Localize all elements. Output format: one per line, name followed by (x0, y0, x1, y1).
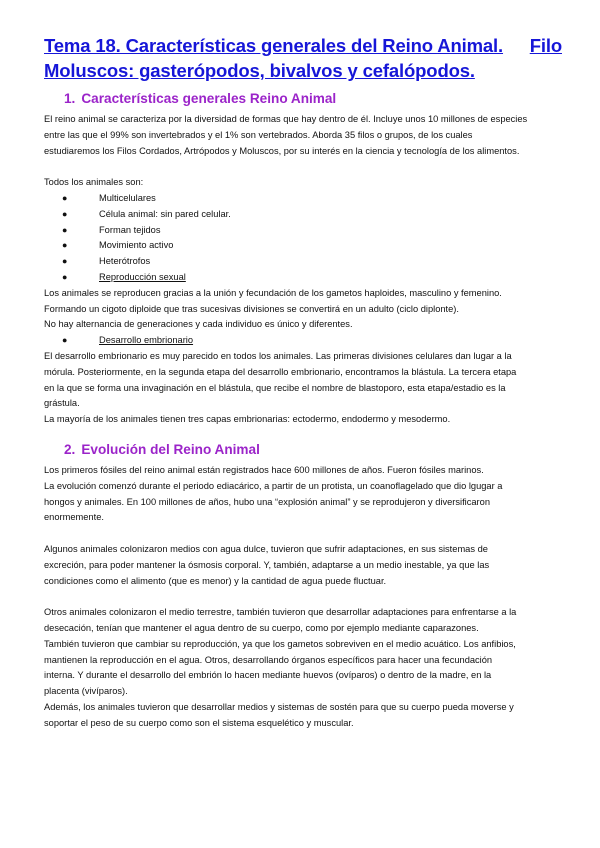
list-intro: Todos los animales son: (44, 177, 144, 188)
list-item: ● Forman tejidos (62, 223, 562, 239)
text-line: en la que se forma una invaginación en el blástula, que recibe el nombre de blastoporo, esta etapa/estadio es la (44, 382, 506, 393)
development-paragraph (44, 349, 562, 428)
text-line: Otros animales colonizaron el medio terrestre, también tuvieron que desarrollar adaptaciones para enfrentarse a la (44, 607, 517, 618)
development-subheading: Desarrollo embrionario (99, 335, 194, 346)
text-line: Algunos animales colonizaron medios con agua dulce, tuvieron que sufrir adaptaciones, en sus sistemas de (44, 543, 488, 554)
title-line-1 (44, 33, 562, 58)
list-item-development (62, 333, 562, 349)
list-item: ● Célula animal: sin pared celular. (62, 207, 562, 223)
text-line: La mayoría de los animales tienen tres capas embrionarias: ectodermo, endodermo y mesodermo. (44, 414, 451, 425)
text-line: entre las que el 99% son invertebrados y el 1% son vertebrados. Aborda 35 filos o grupos, de los cuales (44, 129, 473, 140)
title-line-2: Moluscos: gasterópodos, bivalvos y cefalópodos. (44, 60, 475, 81)
section-2-paragraph-1 (44, 463, 562, 526)
list-item: ● Multicelulares (62, 191, 562, 207)
bullet-icon: ● (62, 192, 68, 203)
bullet-icon: ● (62, 208, 68, 219)
text-line: mórula. Posteriormente, en la segunda etapa del desarrollo embrionario, encontramos la blástula. La tercera etapa (44, 366, 517, 377)
section-2-paragraph-2 (44, 542, 562, 589)
reproduction-subheading: Reproducción sexual (99, 271, 186, 282)
text-line: estudiaremos los Filos Cordados, Artrópodos y Moluscos, por su interés en la ciencia y tecnología de los alimentos. (44, 145, 520, 156)
text-line: mantienen la reproducción en el agua. Otros, desarrollando órganos específicos para hacer una fecundación (44, 654, 493, 665)
text-line: Además, los animales tuvieron que desarrollar medios y sistemas de sostén para que su cuerpo pueda moverse y (44, 701, 514, 712)
text-line: El reino animal se caracteriza por la diversidad de formas que hay dentro de él. Incluye unos 10 millones de especies (44, 114, 528, 124)
text-line: No hay alternancia de generaciones y cada individuo es único y diferentes. (44, 319, 353, 330)
section-1-heading (64, 91, 562, 106)
text-line: Formando un cigoto diploide que tras sucesivas divisiones se convertirá en un adulto (ciclo diplonte). (44, 303, 459, 314)
title-line-1-right: Filo (529, 35, 562, 56)
text-line: condiciones como el alimento (que es menor) y la cantidad de agua puede fluctuar. (44, 575, 387, 586)
bullet-icon: ● (62, 271, 68, 282)
bullet-icon: ● (62, 335, 68, 346)
text-line: La evolución comenzó durante el periodo ediacárico, a partir de un protista, un coanoflagelado que dio lgugar a (44, 480, 503, 491)
text-line: placenta (vivíparos). (44, 686, 128, 697)
text-line: desecación, tenían que mantener el agua dentro de su cuerpo, como por ejemplo mediante caparazones. (44, 622, 479, 633)
section-1-title: Características generales Reino Animal (81, 91, 337, 106)
reproduction-paragraph (44, 286, 562, 333)
section-2-heading (64, 442, 562, 457)
bullet-icon: ● (62, 256, 68, 267)
text-line: También tuvieron que cambiar su reproducción, ya que los gametos sobreviven en el medio acuático. Los anfibios, (44, 638, 516, 649)
list-item: ● Movimiento activo (62, 238, 562, 254)
characteristics-list (44, 191, 562, 286)
text-line: grástula. (44, 398, 80, 409)
text-line: Los animales se reproducen gracias a la unión y fecundación de los gametos haploides, masculino y femenino. (44, 287, 502, 298)
list-item-reproduction (62, 270, 562, 286)
document-title (44, 33, 562, 83)
bullet-icon: ● (62, 224, 68, 235)
bullet-icon: ● (62, 240, 68, 251)
section-1-intro (44, 112, 562, 159)
title-line-1-left: Tema 18. Características generales del Reino Animal. (44, 35, 504, 56)
text-line: soportar el peso de su cuerpo como son el sistema esquelético y muscular. (44, 717, 354, 728)
text-line: hongos y animales. En 100 millones de años, hubo una “explosión animal” y se reprodujeron y diversificaron (44, 496, 490, 507)
development-list (44, 333, 562, 349)
list-item: ● Heterótrofos (62, 254, 562, 270)
section-2-number: 2. (64, 441, 76, 457)
section-2-paragraph-3 (44, 605, 562, 731)
section-1-number: 1. (64, 91, 76, 106)
section-2-title: Evolución del Reino Animal (81, 441, 260, 457)
text-line: El desarrollo embrionario es muy parecido en todos los animales. Las primeras divisiones celulares dan lugar a la (44, 350, 512, 361)
text-line: enormemente. (44, 512, 104, 523)
text-line: excreción, para poder mantener la ósmosis corporal. Y, también, adaptarse a un medio inestable, ya que las (44, 559, 490, 570)
text-line: interna. Y durante el desarrollo del embrión lo hacen mediante huevos (ovíparos) o dentro de la madre, en la (44, 670, 492, 681)
text-line: Los primeros fósiles del reino animal están registrados hace 600 millones de años. Fueron fósiles marinos. (44, 464, 484, 475)
